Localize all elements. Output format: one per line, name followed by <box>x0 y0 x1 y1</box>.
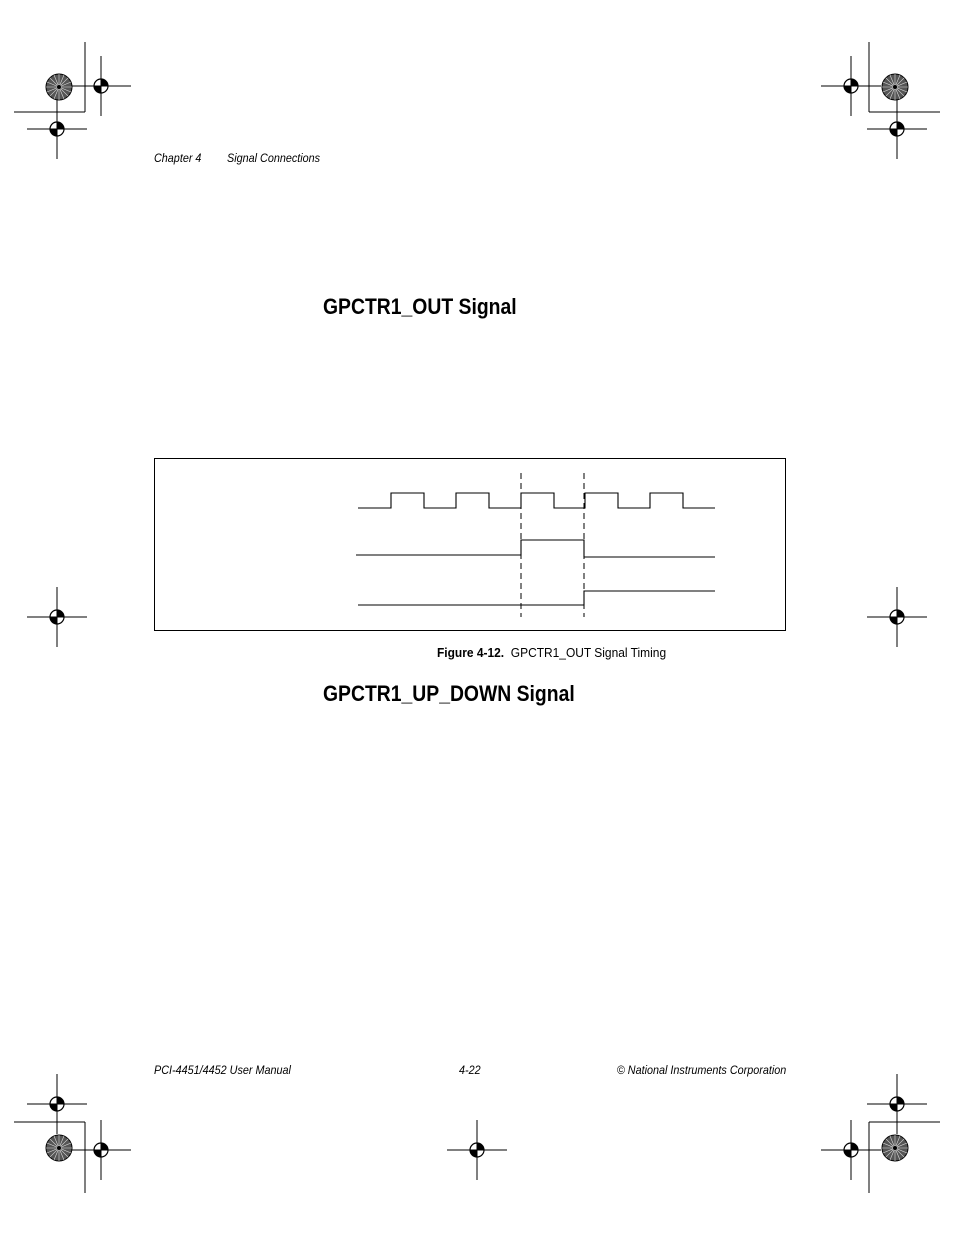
registration-mark-mid-left <box>27 587 87 647</box>
section-heading-gpctr1-out: GPCTR1_OUT Signal <box>323 294 517 319</box>
timing-diagram <box>155 459 785 630</box>
figure-caption <box>437 645 666 661</box>
crop-mark-bottom-left <box>14 1074 131 1193</box>
crop-mark-top-left <box>14 42 131 159</box>
registration-mark-mid-right <box>867 587 927 647</box>
crop-mark-top-right <box>821 42 940 159</box>
gpctr1-out-pulse-waveform <box>356 540 715 557</box>
footer-page-number: 4-22 <box>459 1063 481 1077</box>
figure-title: GPCTR1_OUT Signal Timing <box>510 645 667 660</box>
section-heading-gpctr1-up-down: GPCTR1_UP_DOWN Signal <box>323 681 575 706</box>
footer-manual-title: PCI-4451/4452 User Manual <box>154 1063 291 1077</box>
crop-mark-bottom-right <box>821 1074 940 1193</box>
registration-mark-bottom-center <box>447 1120 507 1180</box>
source-clock-waveform <box>358 493 715 508</box>
timing-diagram-frame <box>154 458 786 631</box>
header-chapter: Chapter 4 <box>154 151 202 165</box>
gpctr1-out-toggle-waveform <box>358 591 715 605</box>
figure-number: Figure 4-12. <box>437 645 505 660</box>
header-section: Signal Connections <box>227 151 321 165</box>
footer-copyright: © National Instruments Corporation <box>616 1063 786 1077</box>
